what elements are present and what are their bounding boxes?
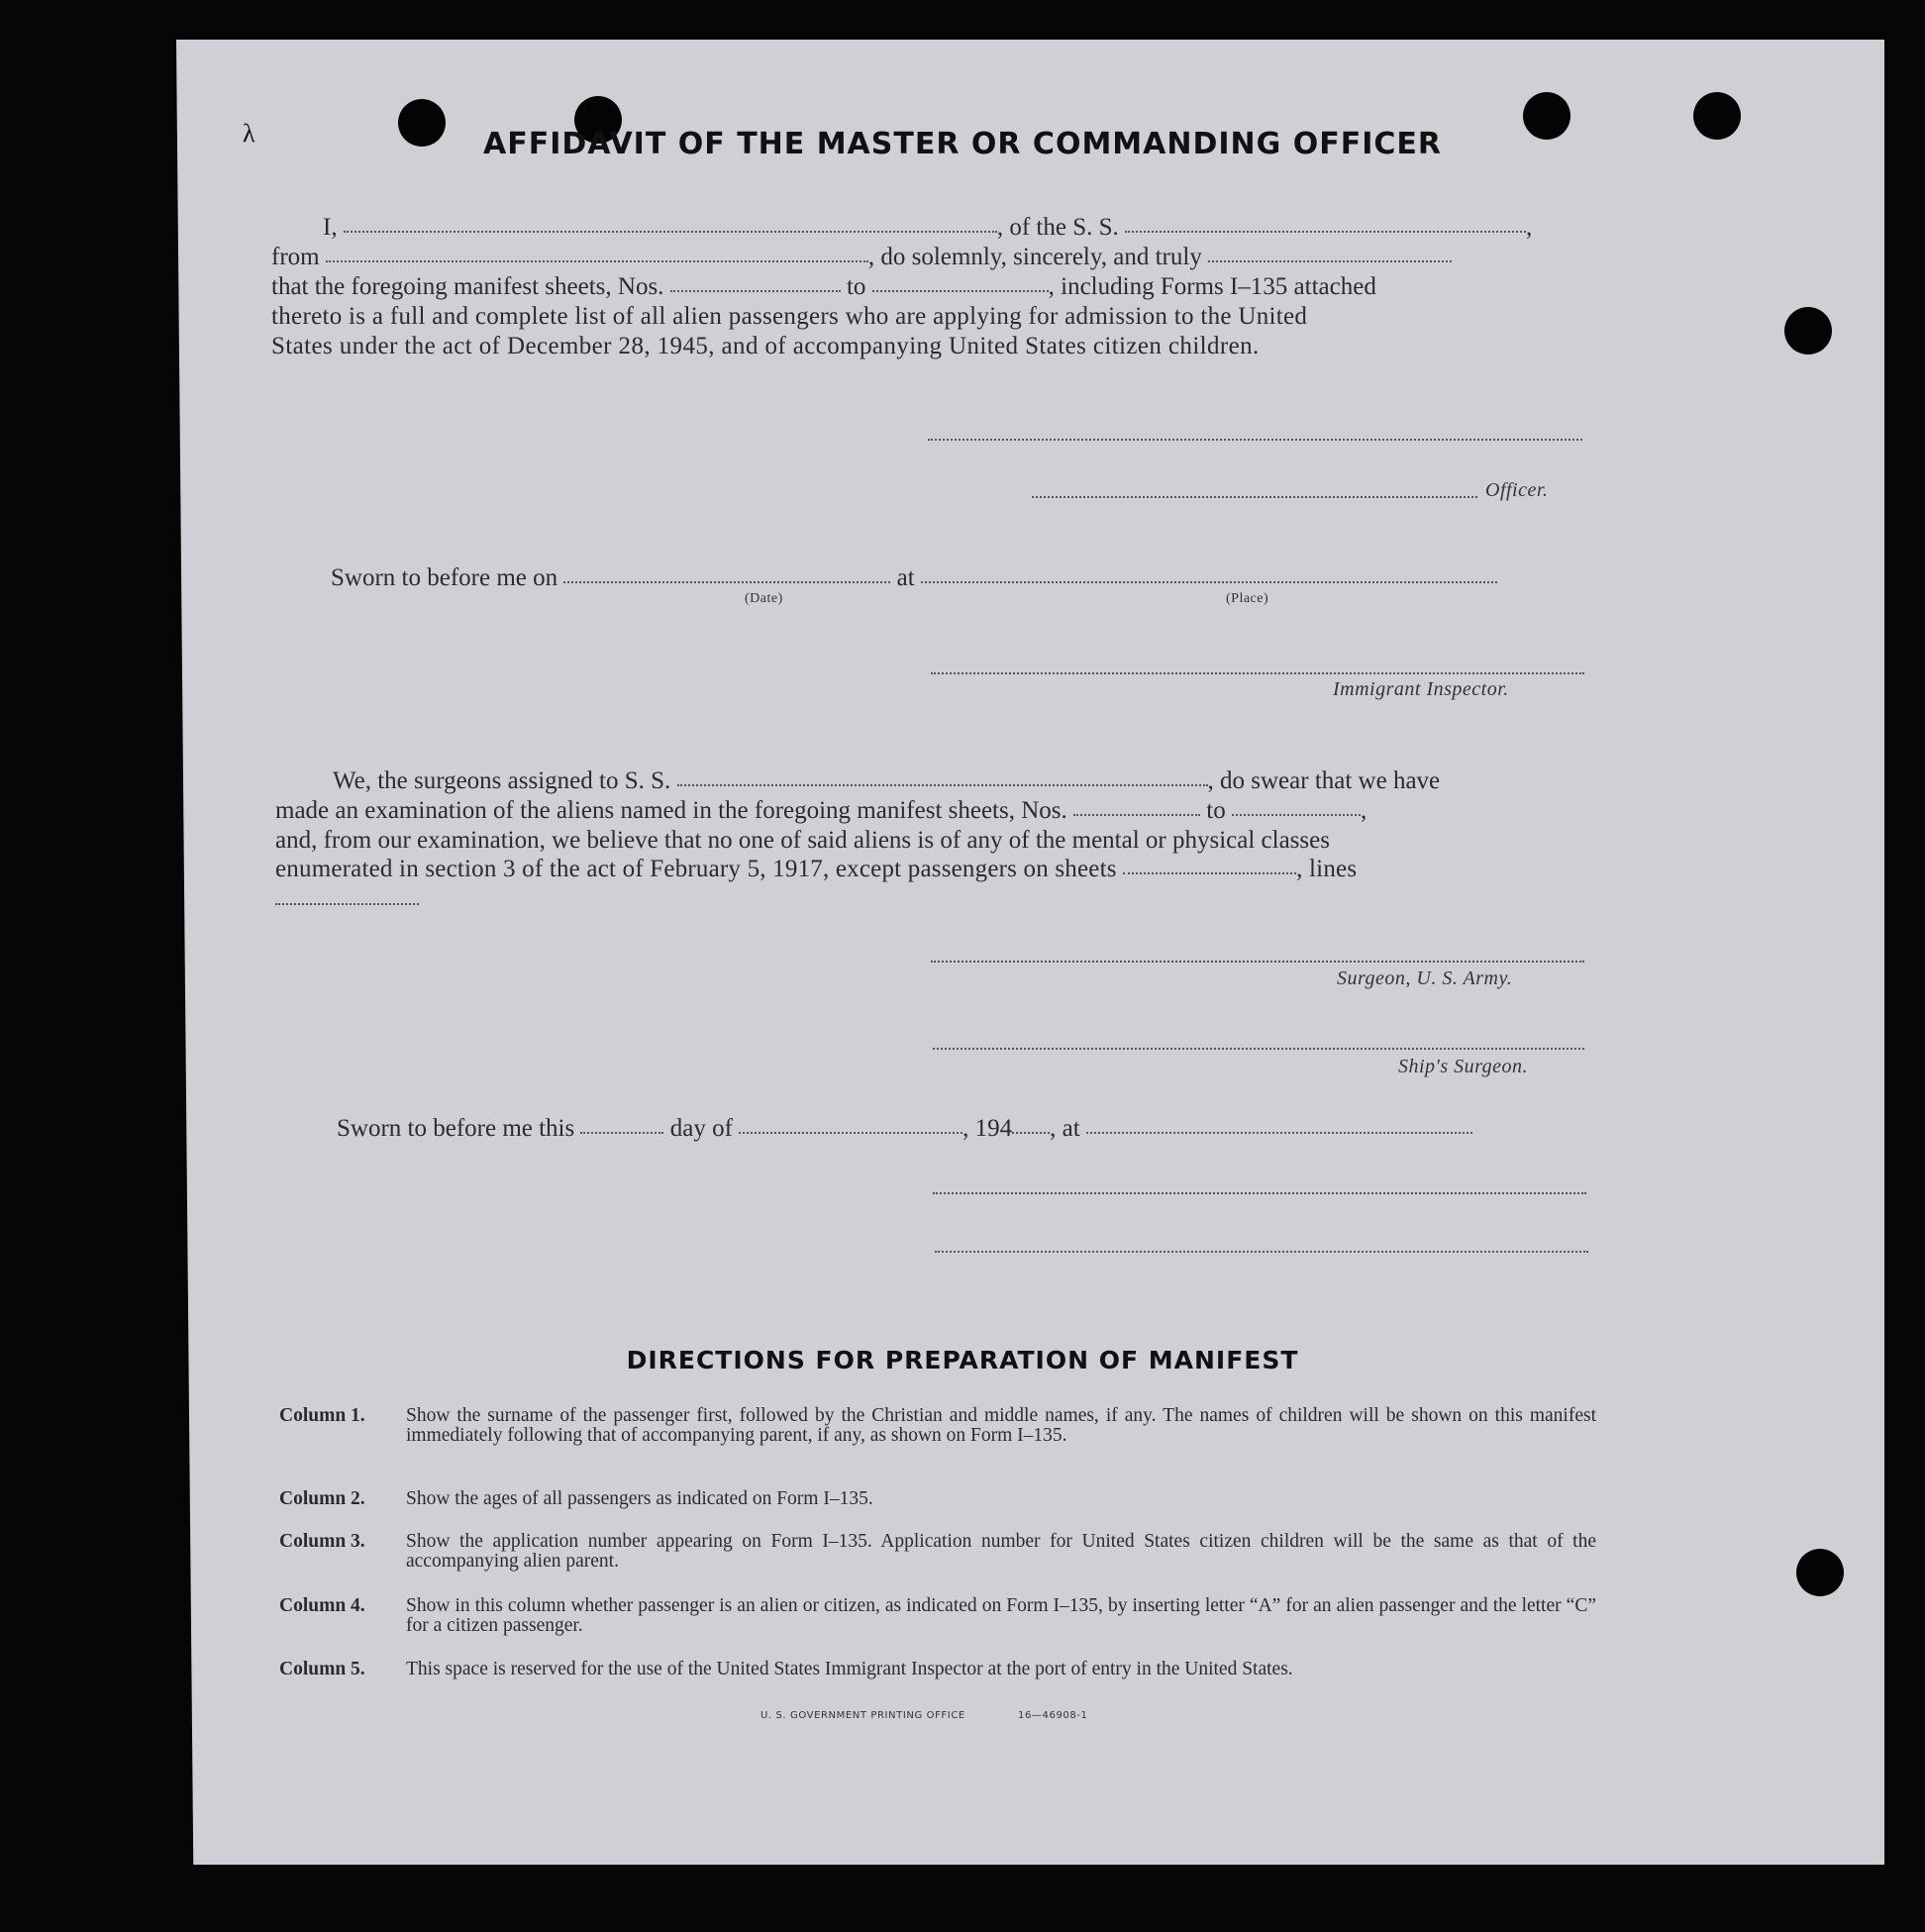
port-from-field[interactable] [326, 259, 868, 262]
place-caption: (Place) [1226, 591, 1269, 606]
officer-label: Officer. [1485, 479, 1549, 501]
surgeons-line-3: and, from our examination, we believe that no one of said aliens is of any of the mental or physical classes [275, 827, 1330, 854]
direction-column-5 [279, 1660, 1596, 1701]
direction-text: Show the surname of the passenger first, followed by the Christian and middle names, if any. The names of children will be shown on this manifest immediately following that of accompanying parent, if any, as shown on Form I–135. [406, 1405, 1596, 1446]
punch-hole [1796, 1549, 1844, 1596]
date-caption: (Date) [745, 591, 783, 606]
ship-surgeon-label: Ship's Surgeon. [1398, 1056, 1529, 1077]
affidavit-line-4: thereto is a full and complete list of all alien passengers who are applying for admission to the United [271, 303, 1308, 330]
exception-lines-field[interactable] [275, 903, 419, 905]
sworn-year-field[interactable] [1012, 1131, 1050, 1134]
direction-label: Column 5. [279, 1659, 365, 1679]
direction-label: Column 3. [279, 1531, 365, 1552]
army-surgeon-label: Surgeon, U. S. Army. [1337, 967, 1513, 989]
surgeons-line-1: We, the surgeons assigned to S. S. , do swear that we have [333, 767, 1441, 794]
exception-sheets-field[interactable] [1123, 871, 1296, 874]
surgeons-line-2: made an examination of the aliens named in the foregoing manifest sheets, Nos. to , [275, 797, 1368, 824]
officer-title-line[interactable] [1032, 496, 1477, 498]
surgeons-sheet-from-field[interactable] [1073, 813, 1200, 816]
direction-label: Column 1. [279, 1405, 365, 1426]
master-signature-line[interactable] [928, 439, 1582, 441]
ship-name-field[interactable] [1125, 230, 1526, 233]
sworn-title-line[interactable] [935, 1251, 1588, 1253]
direction-column-3 [279, 1532, 1596, 1574]
direction-column-4 [279, 1596, 1596, 1638]
sworn-line-1: Sworn to before me on at [331, 564, 1497, 592]
direction-text: Show in this column whether passenger is an alien or citizen, as indicated on Form I–135, by inserting letter “A” for an alien passenger and the letter “C” for a citizen passenger. [406, 1595, 1596, 1636]
affidavit-line-5: States under the act of December 28, 1945, and of accompanying United States citizen children. [271, 333, 1260, 359]
sworn-line-2: Sworn to before me this day of , 194 , at [337, 1115, 1472, 1143]
ship-surgeon-signature-line[interactable] [933, 1048, 1584, 1050]
affidavit-line-1: I, , of the S. S. , [323, 214, 1533, 241]
surgeons-line-4: enumerated in section 3 of the act of February 5, 1917, except passengers on sheets , lines [275, 856, 1358, 882]
form-number: 16—46908-1 [1018, 1710, 1088, 1721]
direction-label: Column 4. [279, 1595, 365, 1616]
name-field[interactable] [344, 230, 997, 233]
direction-column-2 [279, 1489, 1596, 1511]
sheet-from-field[interactable] [670, 289, 841, 292]
inspector-label: Immigrant Inspector. [1333, 678, 1509, 700]
page-title: AFFIDAVIT OF THE MASTER OR COMMANDING OFFICER [483, 127, 1442, 161]
sheet-to-field[interactable] [872, 289, 1049, 292]
affidavit-line-2: from , do solemnly, sincerely, and truly [271, 244, 1452, 271]
surgeons-ship-field[interactable] [677, 783, 1208, 786]
printer-imprint: U. S. GOVERNMENT PRINTING OFFICE [760, 1710, 965, 1721]
punch-hole [1784, 307, 1832, 355]
sworn-month-field[interactable] [739, 1131, 962, 1134]
sworn-place-field[interactable] [921, 580, 1497, 583]
direction-text: Show the ages of all passengers as indicated on Form I–135. [406, 1488, 873, 1509]
direction-text: Show the application number appearing on Form I–135. Application number for United States citizen children will be the same as that of the accompanying alien parent. [406, 1531, 1596, 1572]
direction-text: This space is reserved for the use of the United States Immigrant Inspector at the port of entry in the United States. [406, 1659, 1293, 1679]
sworn-date-field[interactable] [563, 580, 890, 583]
affidavit-line-3: that the foregoing manifest sheets, Nos. to , including Forms I–135 attached [271, 273, 1376, 300]
direction-label: Column 2. [279, 1488, 365, 1509]
sworn-day-field[interactable] [580, 1131, 663, 1134]
sworn-signature-line[interactable] [933, 1192, 1586, 1194]
margin-mark: λ [243, 119, 255, 148]
direction-column-1 [279, 1406, 1596, 1466]
army-surgeon-signature-line[interactable] [931, 961, 1584, 963]
sworn-at-field[interactable] [1086, 1131, 1472, 1134]
inspector-signature-line[interactable] [931, 672, 1584, 674]
directions-heading: DIRECTIONS FOR PREPARATION OF MANIFEST [626, 1346, 1299, 1374]
oath-field[interactable] [1208, 259, 1452, 262]
surgeons-sheet-to-field[interactable] [1232, 813, 1361, 816]
